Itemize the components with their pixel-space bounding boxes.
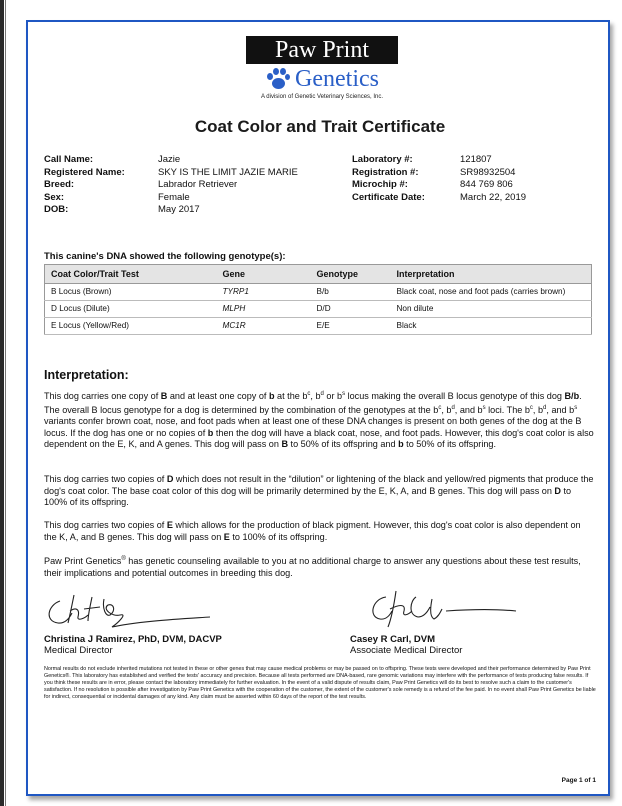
table-row — [45, 318, 592, 335]
cell-test: B Locus (Brown) — [45, 284, 217, 301]
dog-info-right — [352, 154, 526, 204]
viewer-left-edge — [0, 0, 4, 806]
dna-heading: This canine's DNA showed the following genotype(s): — [44, 251, 286, 262]
cell-genotype: D/D — [311, 301, 391, 318]
info-value: Labrador Retriever — [158, 179, 238, 190]
info-row-registered-name — [44, 167, 298, 180]
signer-name: Casey R Carl, DVM — [350, 634, 436, 645]
certificate-page — [26, 20, 610, 796]
column-header: Gene — [217, 265, 311, 284]
info-label: Microchip #: — [352, 179, 408, 190]
info-row-microchip — [352, 179, 526, 192]
table-header-row — [45, 265, 592, 284]
info-row-dob — [44, 204, 298, 217]
info-value: SKY IS THE LIMIT JAZIE MARIE — [158, 166, 298, 178]
cell-gene: MLPH — [217, 301, 311, 318]
info-label: DOB: — [44, 204, 69, 215]
info-label: Breed: — [44, 179, 75, 190]
signer-carl — [350, 634, 462, 656]
info-label: Call Name: — [44, 154, 94, 165]
page-number: Page 1 of 1 — [561, 777, 596, 784]
info-value: March 22, 2019 — [460, 191, 527, 203]
info-label: Laboratory #: — [352, 154, 413, 165]
company-logo — [242, 36, 402, 100]
info-row-breed — [44, 179, 298, 192]
info-label: Registered Name: — [44, 166, 125, 178]
info-value: 844 769 806 — [460, 179, 513, 190]
cell-genotype: E/E — [311, 318, 391, 335]
signer-title: Medical Director — [44, 645, 113, 656]
info-value: Female — [158, 191, 190, 203]
info-row-call-name — [44, 154, 298, 167]
interpretation-d-locus: This dog carries two copies of D which does not result in the “dilution” or lightening of the black and yellow/red pigments that produce the dog's coat color. The base coat color of this dog will be primarily determined by the E, K, A, and B genes. This dog will pass on D to 100% of its offspring. — [44, 474, 594, 507]
legal-disclaimer: Normal results do not exclude inherited mutations not tested in these or other genes that may cause medical problems or may be passed on to offspring. These tests were developed and their performance determined by Paw Print Genetics®. This laboratory has established and verified the tests' accuracy and precision. Because all tests performed are DNA-based, rare genomic variations may interfere with the performance of tests producing false results. If you think these results are in error, please contact the laboratory immediately for further evaluation. In the event of a valid dispute of results claim, Paw Print Genetics will do its best to resolve such a claim to the customer's satisfaction. If no resolution is possible after investigation by Paw Print Genetics with the cooperation of the customer, the extent of the customer's sole remedy is a refund of the fee paid. In no event shall Paw Print Genetics be liable for indirect, consequential or incidental damages of any kind. Any claim must be asserted within 60 days of the report of the test results. — [44, 666, 596, 701]
genetic-counseling-note: Paw Print Genetics® has genetic counseling available to you at no additional charge to answer any questions about these test results, their implications and potential outcomes in breeding this dog. — [44, 556, 581, 578]
info-row-sex — [44, 192, 298, 205]
interpretation-b-locus: This dog carries one copy of B and at least one copy of b at the $b^c$, $b^d$ or $b^s$ locus making the overall B locus genotype of this dog B/b. The overall B locus genotype for a dog is determined by the combination of the genotypes at the $b^c$, $b^d$, and $b^s$ loci. The $b^c$, $b^d$, and $b^s$ variants confer brown coat, nose, and foot pads when at least one of these DNA changes is present on both genes of the dog at the B locus. If the dog has one or no copies of b then the dog will have a black coat, nose, and foot pads. However, this dog's coat color is also dependent on the E, K, and A genes. This dog will pass on B to 50% of its offspring and b to 50% of its offspring. — [44, 391, 594, 450]
interpretation-heading: Interpretation: — [44, 368, 129, 382]
certificate-title: Coat Color and Trait Certificate — [194, 117, 446, 136]
cell-interpretation: Black coat, nose and foot pads (carries brown) — [391, 284, 592, 301]
cell-interpretation: Non dilute — [391, 301, 592, 318]
info-label: Registration #: — [352, 166, 419, 178]
info-row-certificate-date — [352, 192, 526, 205]
cell-gene: TYRP1 — [217, 284, 311, 301]
signer-name: Christina J Ramirez, PhD, DVM, DACVP — [44, 634, 222, 645]
interpretation-e-locus: This dog carries two copies of E which allows for the production of black pigment. However, this dog's coat color is also dependent on the K, A, and B genes. This dog will pass on E to 100% of its offspring. — [44, 520, 581, 542]
cell-test: E Locus (Yellow/Red) — [45, 318, 217, 335]
info-value: Jazie — [158, 154, 181, 165]
cell-genotype: B/b — [311, 284, 391, 301]
signature-carl — [346, 587, 536, 631]
viewer-left-edge-line — [5, 0, 6, 806]
column-header: Coat Color/Trait Test — [45, 265, 217, 284]
logo-wordmark-top: Paw Print — [246, 36, 398, 64]
column-header: Genotype — [311, 265, 391, 284]
logo-wordmark-row — [242, 65, 402, 93]
cell-test: D Locus (Dilute) — [45, 301, 217, 318]
info-value: May 2017 — [158, 204, 200, 215]
cell-interpretation: Black — [391, 318, 592, 335]
signer-title: Associate Medical Director — [350, 645, 463, 656]
dog-info-left — [44, 154, 298, 217]
info-value: SR98932504 — [460, 166, 516, 178]
logo-tagline: A division of Genetic Veterinary Sciences, Inc. — [260, 94, 384, 100]
info-label: Certificate Date: — [352, 191, 425, 203]
info-value: 121807 — [460, 154, 492, 165]
info-row-registration — [352, 167, 526, 180]
table-row — [45, 301, 592, 318]
signer-ramirez — [44, 634, 222, 656]
genotype-table — [44, 264, 592, 335]
info-row-laboratory — [352, 154, 526, 167]
info-label: Sex: — [44, 191, 65, 203]
logo-wordmark-genetics: Genetics — [295, 66, 379, 92]
column-header: Interpretation — [391, 265, 592, 284]
signature-ramirez — [40, 587, 230, 631]
paw-print-icon — [265, 67, 291, 91]
cell-gene: MC1R — [217, 318, 311, 335]
table-row — [45, 284, 592, 301]
